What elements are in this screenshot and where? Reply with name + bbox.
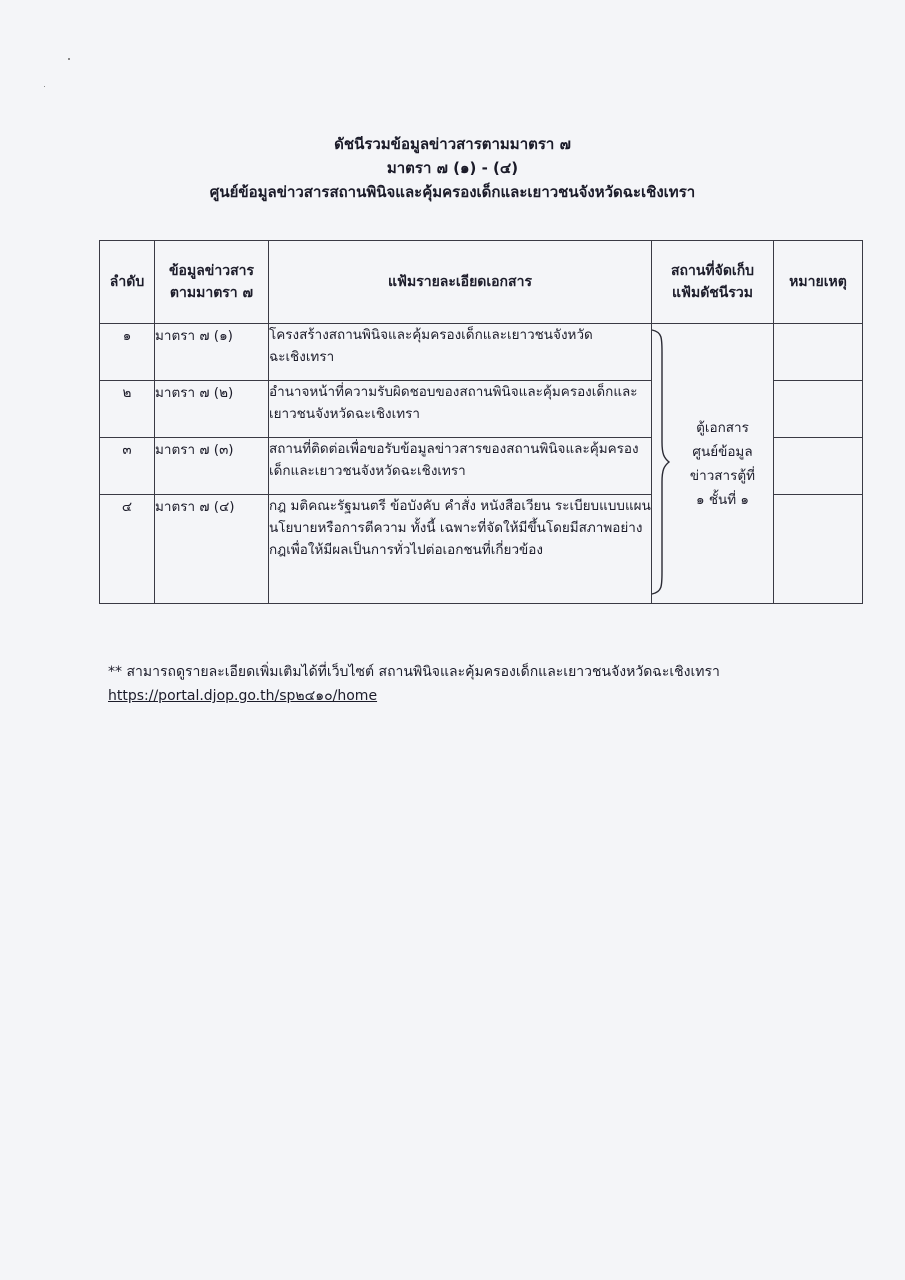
heading-line-2: มาตรา ๗ (๑) - (๔): [386, 159, 519, 177]
website-link[interactable]: https://portal.djop.go.th/sp๒๔๑๐/home: [108, 688, 378, 704]
location-text: [662, 416, 783, 512]
heading-line-3: ศูนย์ข้อมูลข่าวสารสถานพินิจและคุ้มครองเด็กและเยาวชนจังหวัดฉะเชิงเทรา: [209, 183, 696, 201]
row-remark: [774, 495, 863, 604]
row-section: มาตรา ๗ (๔): [155, 495, 269, 604]
location-line1: ตู้เอกสาร: [696, 419, 749, 436]
row-section: มาตรา ๗ (๓): [155, 438, 269, 495]
row-description: โครงสร้างสถานพินิจและคุ้มครองเด็กและเยาวชนจังหวัดฉะเชิงเทรา: [269, 324, 652, 381]
row-section: มาตรา ๗ (๒): [155, 381, 269, 438]
header-no: ลำดับ: [100, 241, 155, 324]
row-description: กฎ มติคณะรัฐมนตรี ข้อบังคับ คำสั่ง หนังสือเวียน ระเบียบแบบแผน นโยบายหรือการตีความ ทั้งนี้ เฉพาะที่จัดให้มีขึ้นโดยมีสภาพอย่างกฎเพื่อให้มีผลเป็นการทั่วไปต่อเอกชนที่เกี่ยวข้อง: [269, 495, 652, 604]
row-description: สถานที่ติดต่อเพื่อขอรับข้อมูลข่าวสารของสถานพินิจและคุ้มครองเด็กและเยาวชนจังหวัดฉะเชิงเทรา: [269, 438, 652, 495]
table-header-row: [100, 241, 863, 324]
row-remark: [774, 381, 863, 438]
document-heading: [0, 132, 905, 204]
row-number: ๑: [100, 324, 155, 381]
footnote-text: ** สามารถดูรายละเอียดเพิ่มเติมได้ที่เว็บไซต์ สถานพินิจและคุ้มครองเด็กและเยาวชนจังหวัดฉะเชิงเทรา: [108, 664, 720, 680]
header-location-line1: สถานที่จัดเก็บ: [670, 263, 755, 279]
row-description: อำนาจหน้าที่ความรับผิดชอบของสถานพินิจและคุ้มครองเด็กและเยาวชนจังหวัดฉะเชิงเทรา: [269, 381, 652, 438]
row-remark: [774, 324, 863, 381]
row-number: ๒: [100, 381, 155, 438]
row-section: มาตรา ๗ (๑): [155, 324, 269, 381]
table-row: [100, 324, 863, 381]
location-line4: ๑ ชั้นที่ ๑: [695, 491, 749, 508]
scan-speck: [44, 86, 45, 87]
header-section-line1: ข้อมูลข่าวสาร: [168, 263, 254, 279]
header-remark: หมายเหตุ: [774, 241, 863, 324]
index-table: [99, 240, 863, 604]
location-line2: ศูนย์ข้อมูล: [692, 443, 753, 460]
header-section-line2: ตามมาตรา ๗: [169, 285, 254, 301]
header-description: แฟ้มรายละเอียดเอกสาร: [269, 241, 652, 324]
header-location-line2: แฟ้มดัชนีรวม: [672, 285, 753, 301]
row-number: ๔: [100, 495, 155, 604]
location-cell: [652, 324, 774, 604]
row-remark: [774, 438, 863, 495]
heading-line-1: ดัชนีรวมข้อมูลข่าวสารตามมาตรา ๗: [334, 135, 571, 153]
row-number: ๓: [100, 438, 155, 495]
footnote: [108, 660, 808, 708]
scan-speck: [68, 58, 70, 60]
location-line3: ข่าวสารตู้ที่: [689, 467, 756, 484]
header-section: [155, 241, 269, 324]
header-location: [652, 241, 774, 324]
